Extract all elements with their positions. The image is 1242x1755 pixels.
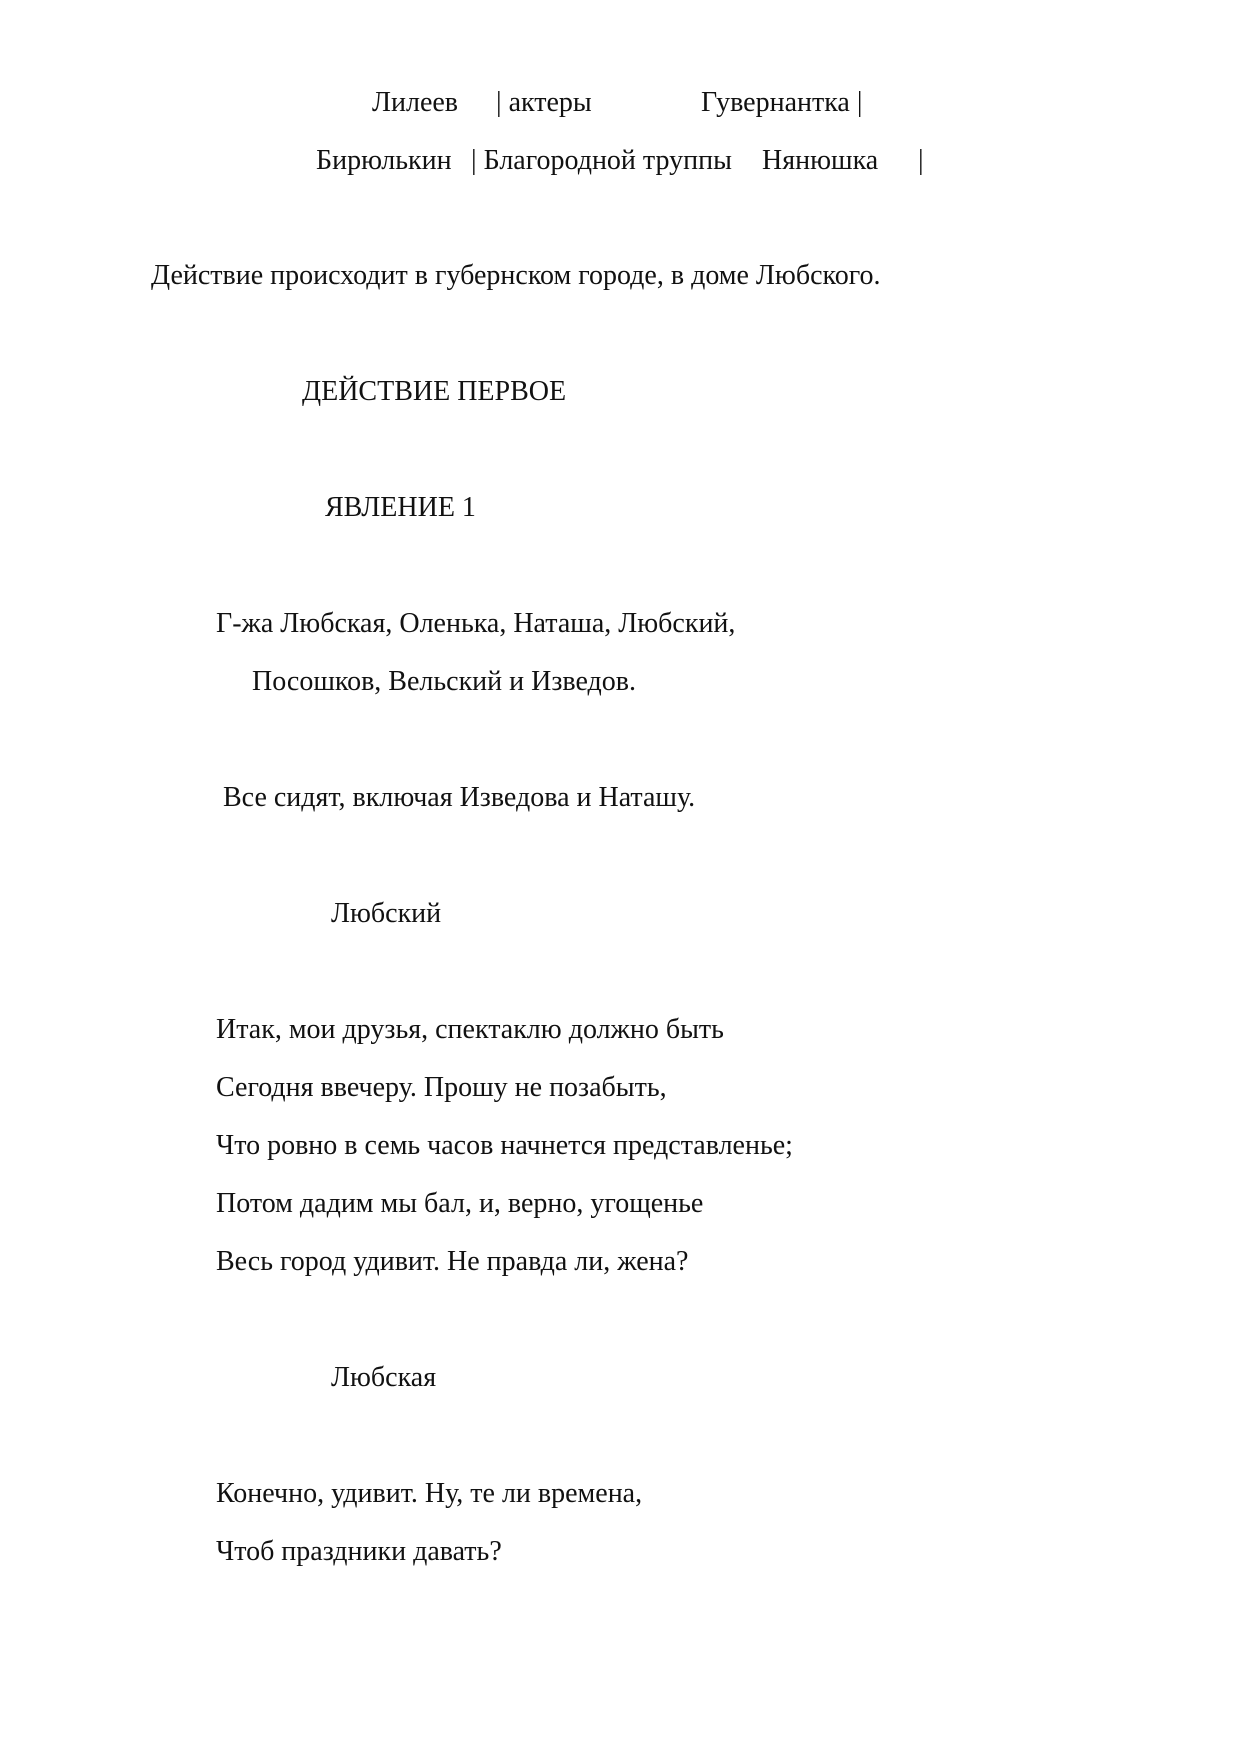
act-title: ДЕЙСТВИЕ ПЕРВОЕ xyxy=(302,376,567,407)
cast-name-biryulkin: Бирюлькин xyxy=(316,145,452,176)
scene-title: ЯВЛЕНИЕ 1 xyxy=(325,492,476,523)
verse-line: Потом дадим мы бал, и, верно, угощенье xyxy=(216,1188,704,1219)
setting-text: Действие происходит в губернском городе, в доме Любского. xyxy=(151,260,881,291)
scene-characters-line: Посошков, Вельский и Изведов. xyxy=(252,666,637,697)
cast-group-actors: | актеры xyxy=(496,87,592,118)
cast-name-lileev: Лилеев xyxy=(372,87,459,118)
scene-characters-line: Г-жа Любская, Оленька, Наташа, Любский, xyxy=(216,608,736,639)
verse-line: Итак, мои друзья, спектаклю должно быть xyxy=(216,1014,724,1045)
speaker-name: Любская xyxy=(331,1362,437,1393)
verse-line: Весь город удивит. Не правда ли, жена? xyxy=(216,1246,689,1277)
verse-line: Конечно, удивит. Ну, те ли времена, xyxy=(216,1478,643,1509)
cast-bar: | xyxy=(918,145,924,176)
stage-direction: Все сидят, включая Изведова и Наташу. xyxy=(223,782,696,813)
cast-name-nanny: Нянюшка xyxy=(762,145,879,176)
cast-group-noble-troupe: | Благородной труппы xyxy=(471,145,732,176)
cast-name-governess: Гувернантка | xyxy=(701,87,863,118)
speaker-name: Любский xyxy=(331,898,442,929)
verse-line: Сегодня ввечеру. Прошу не позабыть, xyxy=(216,1072,667,1103)
verse-line: Что ровно в семь часов начнется представленье; xyxy=(216,1130,793,1161)
verse-line: Чтоб праздники давать? xyxy=(216,1536,502,1567)
